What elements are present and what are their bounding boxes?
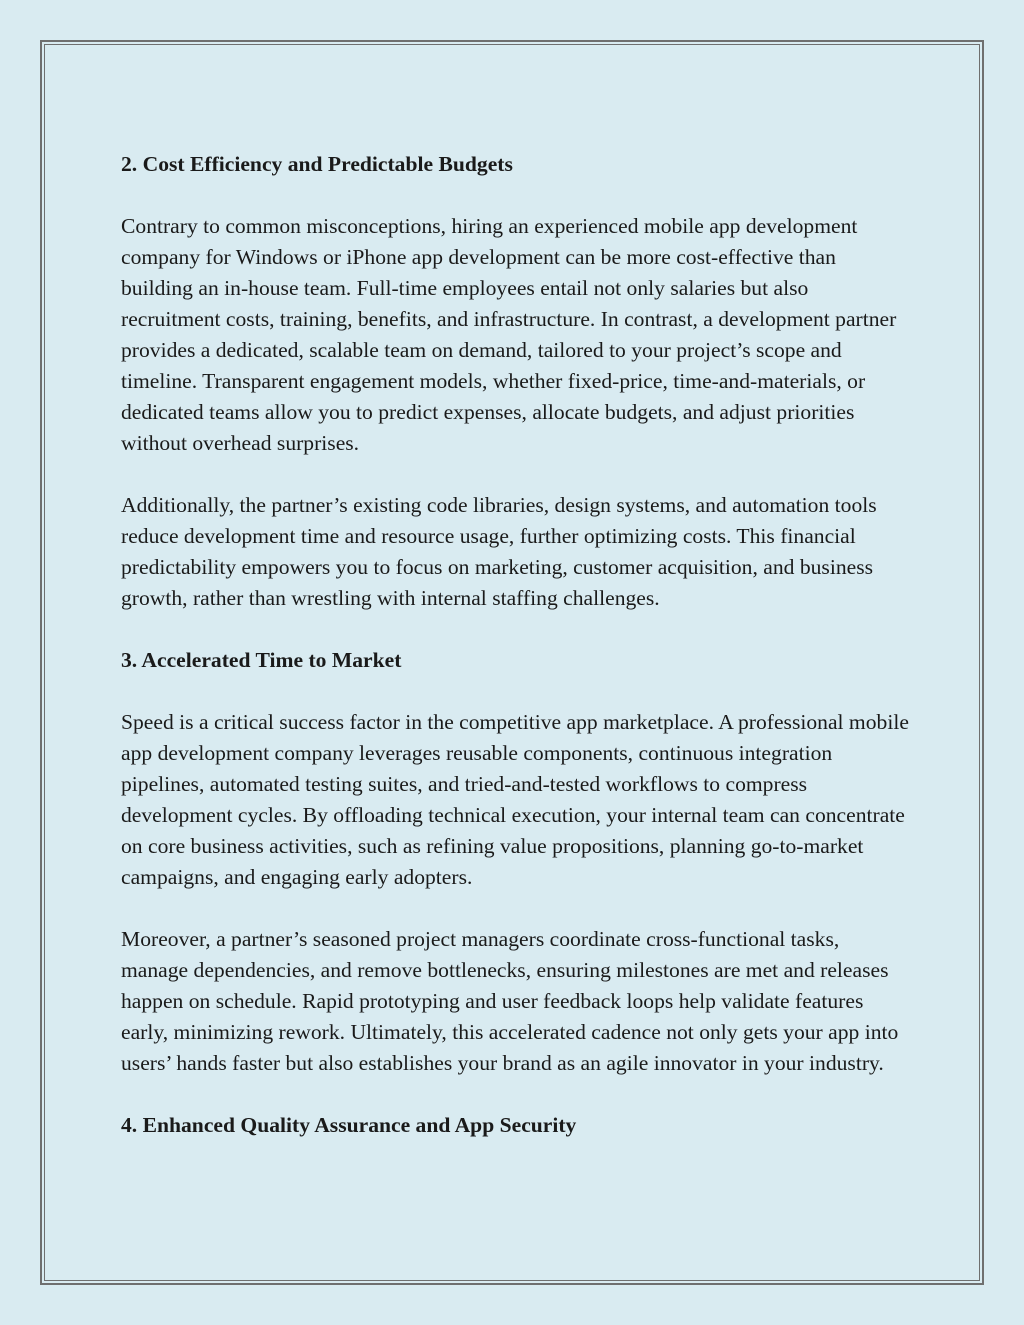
spacer bbox=[121, 676, 911, 707]
paragraph: Additionally, the partner’s existing code libraries, design systems, and automation tools reduce development time and resource usage, further optimizing costs. This financial predictability empowers you to focus on marketing, customer acquisition, and business growth, rather than wrestling with internal staffing challenges. bbox=[121, 493, 877, 610]
spacer bbox=[121, 1079, 911, 1110]
document-body bbox=[121, 149, 911, 1141]
spacer bbox=[121, 893, 911, 924]
section-heading-quality-assurance: 4. Enhanced Quality Assurance and App Security bbox=[121, 1113, 577, 1137]
paragraph: Speed is a critical success factor in the competitive app marketplace. A professional mobile app development company leverages reusable components, continuous integration pipelines, automated testing suites, and tried-and-tested workflows to compress development cycles. By offloading technical execution, your internal team can concentrate on core business activities, such as refining value propositions, planning go-to-market campaigns, and engaging early adopters. bbox=[121, 710, 909, 889]
spacer bbox=[121, 180, 911, 211]
section-heading-cost-efficiency: 2. Cost Efficiency and Predictable Budgets bbox=[121, 152, 513, 176]
spacer bbox=[121, 459, 911, 490]
paragraph: Moreover, a partner’s seasoned project managers coordinate cross-functional tasks, manage dependencies, and remove bottlenecks, ensuring milestones are met and releases happen on schedule. Rapid prototyping and user feedback loops help validate features early, minimizing rework. Ultimately, this accelerated cadence not only gets your app into users’ hands faster but also establishes your brand as an agile innovator in your industry. bbox=[121, 927, 899, 1075]
section-heading-time-to-market: 3. Accelerated Time to Market bbox=[121, 648, 402, 672]
spacer bbox=[121, 614, 911, 645]
paragraph: Contrary to common misconceptions, hiring an experienced mobile app development company for Windows or iPhone app development can be more cost-effective than building an in-house team. Full-time employees entail not only salaries but also recruitment costs, training, benefits, and infrastructure. In contrast, a development partner provides a dedicated, scalable team on demand, tailored to your project’s scope and timeline. Transparent engagement models, whether fixed-price, time-and-materials, or dedicated teams allow you to predict expenses, allocate budgets, and adjust priorities without overhead surprises. bbox=[121, 214, 897, 455]
